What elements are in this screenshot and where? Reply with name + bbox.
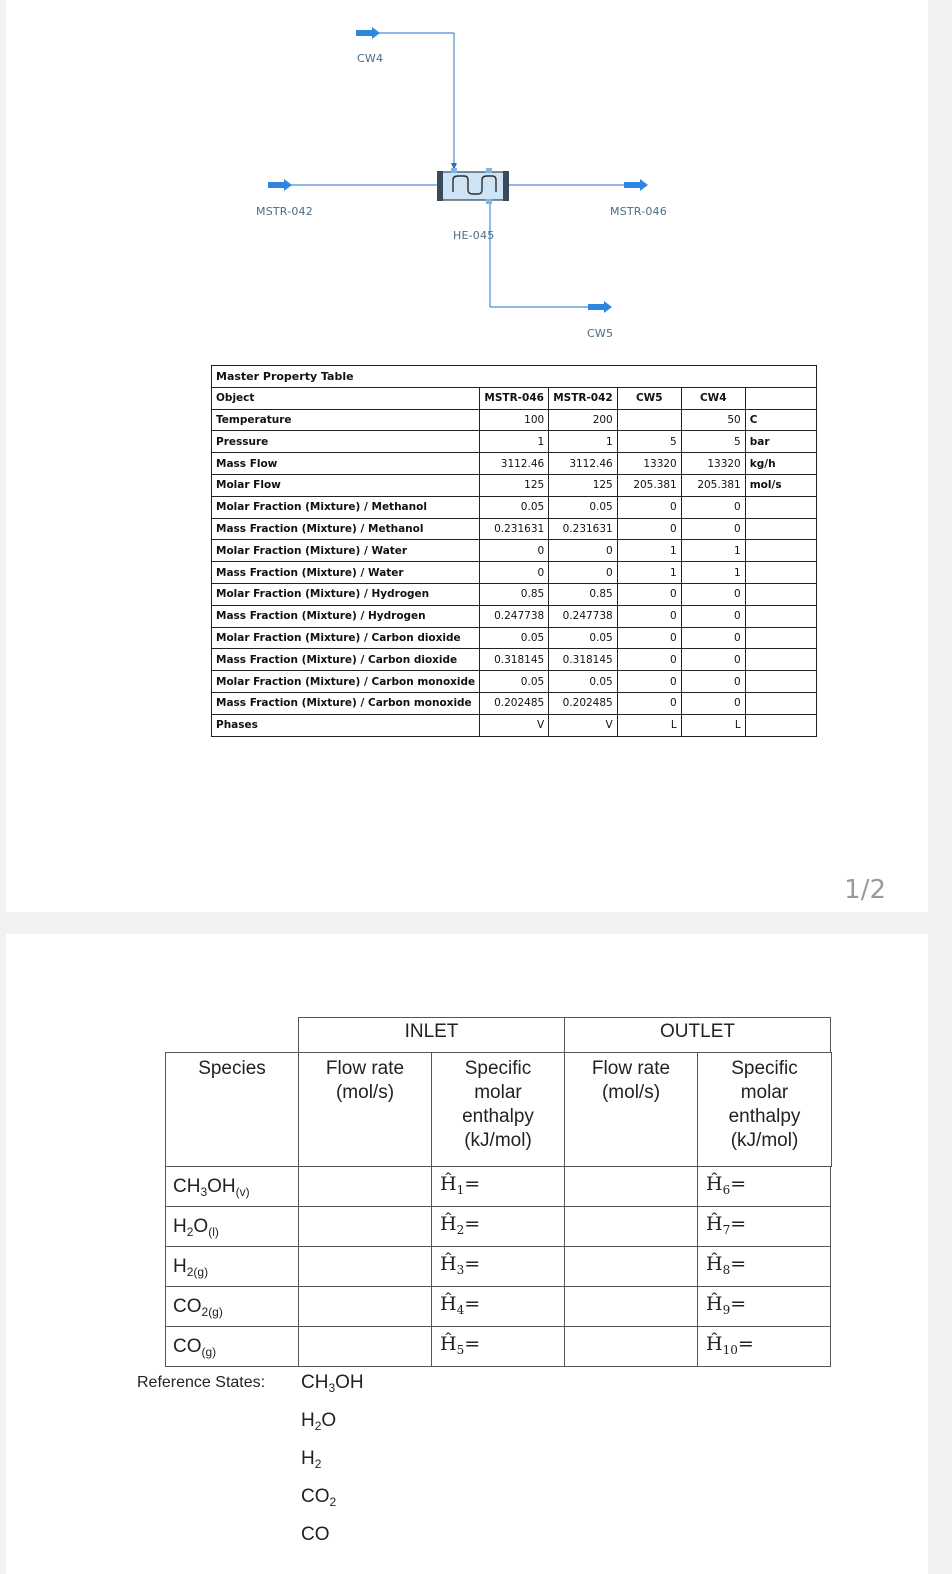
row-label: Molar Fraction (Mixture) / Methanol	[212, 496, 480, 518]
inlet-enthalpy-header	[431, 1052, 565, 1167]
table-cell: 125	[549, 474, 618, 496]
column-header: MSTR-046	[480, 387, 549, 409]
enthalpy-symbol: $Ĥ_2=$	[440, 1213, 481, 1237]
table-cell: 0	[617, 692, 681, 714]
inlet-enthalpy-cell	[431, 1246, 565, 1287]
unit-cell: bar	[745, 431, 816, 453]
table-cell: 200	[549, 409, 618, 431]
table-cell: 0.231631	[480, 518, 549, 540]
table-cell: 100	[480, 409, 549, 431]
table-cell: 0	[681, 627, 745, 649]
row-label: Mass Fraction (Mixture) / Water	[212, 562, 480, 584]
table-cell: 5	[617, 431, 681, 453]
outlet-enthalpy-header	[697, 1052, 832, 1167]
table-cell: 0.05	[480, 496, 549, 518]
table-cell: 50	[681, 409, 745, 431]
arrow-icon	[588, 301, 612, 313]
species-cell	[165, 1166, 299, 1207]
table-cell: 0.85	[480, 583, 549, 605]
species-formula: $CH_3OH_{(v)}$	[173, 1176, 250, 1199]
table-cell: 3112.46	[480, 453, 549, 475]
table-cell: 0.05	[480, 627, 549, 649]
table-cell: 0	[681, 671, 745, 693]
table-title: Master Property Table	[212, 366, 817, 388]
inlet-flow-cell	[298, 1246, 432, 1287]
table-cell: 0.247738	[480, 605, 549, 627]
table-cell: 0	[480, 562, 549, 584]
table-cell: 0	[681, 649, 745, 671]
species-cell	[165, 1286, 299, 1327]
table-row	[212, 562, 817, 584]
outlet-flow-cell	[564, 1166, 698, 1207]
table-cell: 0	[681, 496, 745, 518]
table-cell: L	[681, 714, 745, 736]
outlet-enthalpy-cell	[697, 1286, 831, 1327]
enthalpy-symbol: $Ĥ_4=$	[440, 1293, 481, 1317]
row-label: Mass Fraction (Mixture) / Hydrogen	[212, 605, 480, 627]
unit-cell: mol/s	[745, 474, 816, 496]
inlet-flow-header-label: Flow rate (mol/s)	[325, 1058, 405, 1103]
unit-label-he045: HE-045	[453, 229, 495, 242]
enthalpy-symbol: $Ĥ_8=$	[706, 1253, 747, 1277]
inlet-enthalpy-cell	[431, 1326, 565, 1367]
unit-cell	[745, 649, 816, 671]
unit-cell	[745, 671, 816, 693]
table-cell: 3112.46	[549, 453, 618, 475]
table-cell: 0	[617, 649, 681, 671]
table-cell: 0.05	[480, 671, 549, 693]
reference-state-item: $H_2$	[301, 1448, 322, 1471]
object-header: Object	[212, 387, 480, 409]
outlet-flow-header	[564, 1052, 698, 1167]
table-cell: 125	[480, 474, 549, 496]
table-cell: 1	[617, 540, 681, 562]
table-cell: 0	[480, 540, 549, 562]
species-cell	[165, 1326, 299, 1367]
table-cell: 0.231631	[549, 518, 618, 540]
outlet-enthalpy-cell	[697, 1206, 831, 1247]
row-label: Mass Fraction (Mixture) / Methanol	[212, 518, 480, 540]
enthalpy-symbol: $Ĥ_{10}=$	[706, 1333, 754, 1357]
reference-state-item: $CO_2$	[301, 1486, 337, 1509]
table-cell: 0.247738	[549, 605, 618, 627]
row-label: Mass Fraction (Mixture) / Carbon monoxide	[212, 692, 480, 714]
unit-cell	[745, 627, 816, 649]
table-cell: 0	[617, 671, 681, 693]
table-row	[212, 496, 817, 518]
table-cell: 5	[681, 431, 745, 453]
arrow-icon	[624, 179, 648, 191]
outlet-flow-cell	[564, 1206, 698, 1247]
table-row	[212, 649, 817, 671]
unit-cell	[745, 562, 816, 584]
inlet-header	[298, 1017, 565, 1053]
table-row	[212, 474, 817, 496]
outlet-header	[564, 1017, 831, 1053]
table-row	[212, 714, 817, 736]
outlet-flow-cell	[564, 1246, 698, 1287]
enthalpy-symbol: $Ĥ_5=$	[440, 1333, 481, 1357]
table-cell: 0.318145	[549, 649, 618, 671]
species-header-label: Species	[198, 1058, 266, 1079]
table-cell: 0	[681, 583, 745, 605]
enthalpy-symbol: $Ĥ_6=$	[706, 1173, 747, 1197]
inlet-enthalpy-cell	[431, 1166, 565, 1207]
reference-states-label: Reference States:	[137, 1374, 266, 1391]
enthalpy-symbol: $Ĥ_3=$	[440, 1253, 481, 1277]
row-label: Molar Fraction (Mixture) / Carbon monoxide	[212, 671, 480, 693]
stream-label-mstr046: MSTR-046	[610, 205, 667, 218]
row-label: Mass Fraction (Mixture) / Carbon dioxide	[212, 649, 480, 671]
table-cell	[617, 409, 681, 431]
inlet-enthalpy-cell	[431, 1286, 565, 1327]
table-cell: 205.381	[617, 474, 681, 496]
species-formula: $H_{2(g)}$	[173, 1256, 209, 1279]
table-cell: 13320	[681, 453, 745, 475]
species-cell	[165, 1206, 299, 1247]
species-formula: $CO_{2(g)}$	[173, 1296, 223, 1319]
reference-state-item: CO	[301, 1524, 330, 1545]
outlet-flow-header-label: Flow rate (mol/s)	[591, 1058, 671, 1103]
unit-cell: C	[745, 409, 816, 431]
reference-state-item: $H_2O$	[301, 1410, 337, 1433]
heat-exchanger-icon	[437, 168, 509, 204]
table-cell: 0	[617, 583, 681, 605]
table-cell: 0	[549, 540, 618, 562]
arrow-icon	[268, 179, 292, 191]
outlet-flow-cell	[564, 1326, 698, 1367]
unit-cell	[745, 496, 816, 518]
table-row	[212, 692, 817, 714]
row-label: Mass Flow	[212, 453, 480, 475]
unit-cell	[745, 583, 816, 605]
table-row	[212, 453, 817, 475]
table-row	[212, 518, 817, 540]
row-label: Molar Fraction (Mixture) / Carbon dioxide	[212, 627, 480, 649]
table-cell: 1	[681, 540, 745, 562]
table-cell: 0.202485	[480, 692, 549, 714]
reference-state-item: $CH_3OH$	[301, 1372, 364, 1395]
inlet-flow-cell	[298, 1166, 432, 1207]
master-property-table	[211, 365, 817, 737]
row-label: Temperature	[212, 409, 480, 431]
inlet-flow-cell	[298, 1326, 432, 1367]
outlet-enthalpy-cell	[697, 1246, 831, 1287]
table-cell: 0	[681, 605, 745, 627]
inlet-flow-cell	[298, 1206, 432, 1247]
unit-cell	[745, 714, 816, 736]
row-label: Phases	[212, 714, 480, 736]
table-row	[212, 409, 817, 431]
table-cell: 0.05	[549, 627, 618, 649]
enthalpy-symbol: $Ĥ_9=$	[706, 1293, 747, 1317]
inlet-flow-header	[298, 1052, 432, 1167]
table-cell: 0	[549, 562, 618, 584]
table-cell: 1	[549, 431, 618, 453]
table-row	[212, 627, 817, 649]
table-row	[212, 540, 817, 562]
table-cell: 0.85	[549, 583, 618, 605]
table-cell: 205.381	[681, 474, 745, 496]
table-cell: 0	[617, 605, 681, 627]
row-label: Molar Flow	[212, 474, 480, 496]
outlet-enthalpy-cell	[697, 1166, 831, 1207]
enthalpy-table	[6, 934, 928, 1574]
outlet-enthalpy-header-label: Specific molar enthalpy (kJ/mol)	[728, 1058, 801, 1151]
column-header: CW4	[681, 387, 745, 409]
unit-cell	[745, 540, 816, 562]
outlet-enthalpy-cell	[697, 1326, 831, 1367]
table-cell: 1	[617, 562, 681, 584]
species-cell	[165, 1246, 299, 1287]
arrow-icon	[356, 27, 380, 39]
table-header-row	[212, 387, 817, 409]
table-cell: 0.05	[549, 496, 618, 518]
table-cell: 0.318145	[480, 649, 549, 671]
unit-header	[745, 387, 816, 409]
row-label: Molar Fraction (Mixture) / Water	[212, 540, 480, 562]
flowsheet-diagram	[6, 0, 928, 350]
table-cell: 0.05	[549, 671, 618, 693]
table-cell: 1	[480, 431, 549, 453]
stream-label-cw5: CW5	[587, 327, 614, 340]
row-label: Molar Fraction (Mixture) / Hydrogen	[212, 583, 480, 605]
stream-label-cw4: CW4	[357, 52, 384, 65]
table-row	[212, 431, 817, 453]
table-cell: 13320	[617, 453, 681, 475]
enthalpy-symbol: $Ĥ_7=$	[706, 1213, 747, 1237]
table-row	[212, 583, 817, 605]
page-number: 1/2	[844, 875, 886, 905]
species-formula: $CO_{(g)}$	[173, 1336, 217, 1359]
page-2	[6, 934, 928, 1574]
inlet-label: INLET	[404, 1021, 459, 1042]
column-header: MSTR-042	[549, 387, 618, 409]
row-label: Pressure	[212, 431, 480, 453]
inlet-enthalpy-cell	[431, 1206, 565, 1247]
unit-cell	[745, 605, 816, 627]
outlet-label: OUTLET	[660, 1021, 735, 1042]
table-cell: 0	[681, 692, 745, 714]
enthalpy-symbol: $Ĥ_1=$	[440, 1173, 481, 1197]
table-cell: V	[480, 714, 549, 736]
page-1	[6, 0, 928, 912]
outlet-flow-cell	[564, 1286, 698, 1327]
stream-label-mstr042: MSTR-042	[256, 205, 313, 218]
unit-cell: kg/h	[745, 453, 816, 475]
table-cell: 0	[681, 518, 745, 540]
table-cell: 0	[617, 518, 681, 540]
table-cell: V	[549, 714, 618, 736]
table-row	[212, 671, 817, 693]
species-formula: $H_2O_{(l)}$	[173, 1216, 219, 1239]
unit-cell	[745, 518, 816, 540]
species-header	[165, 1052, 299, 1167]
table-cell: 0.202485	[549, 692, 618, 714]
inlet-enthalpy-header-label: Specific molar enthalpy (kJ/mol)	[462, 1058, 534, 1151]
inlet-flow-cell	[298, 1286, 432, 1327]
table-cell: L	[617, 714, 681, 736]
table-row	[212, 605, 817, 627]
unit-cell	[745, 692, 816, 714]
column-header: CW5	[617, 387, 681, 409]
table-cell: 1	[681, 562, 745, 584]
table-cell: 0	[617, 496, 681, 518]
table-cell: 0	[617, 627, 681, 649]
